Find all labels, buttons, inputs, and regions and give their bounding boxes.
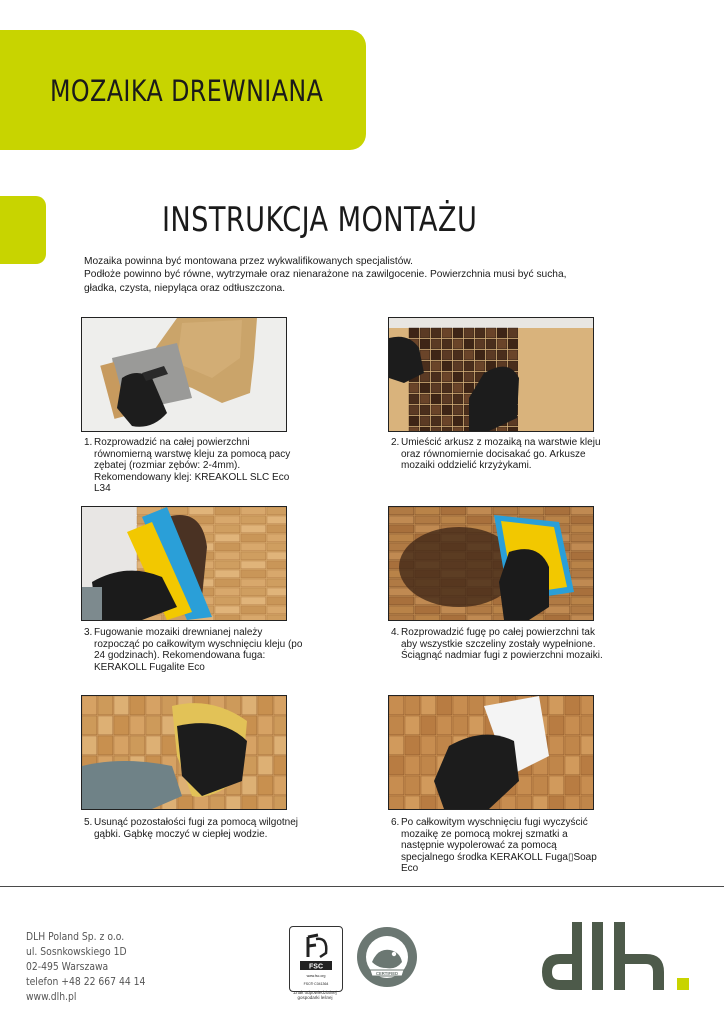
step-1-photo xyxy=(81,317,287,432)
fsc-caption-line: Znak odpowiedzialnej xyxy=(293,990,337,995)
dlh-logo xyxy=(540,918,696,998)
step-6-photo xyxy=(388,695,594,810)
company-name: DLH Poland Sp. z o.o. xyxy=(26,931,125,943)
step-2-text xyxy=(391,437,611,472)
svg-text:FSC® C041364: FSC® C041364 xyxy=(303,982,329,986)
intro-line: Mozaika powinna być montowana przez wykwalifikowanych specjalistów. xyxy=(84,256,413,267)
intro-line: Podłoże powinno być równe, wytrzymałe oraz nienarażone na zawilgocenie. Powierzchnia musi być sucha, xyxy=(84,269,567,281)
step-3-photo xyxy=(81,506,287,621)
step-5-photo xyxy=(81,695,287,810)
step-number: 2. xyxy=(391,437,400,448)
company-city: 02-495 Warszawa xyxy=(26,961,109,973)
side-accent-tab xyxy=(0,196,46,264)
step-number: 1. xyxy=(84,437,93,448)
page-title: INSTRUKCJA MONTAŻU xyxy=(162,200,478,240)
step-body: Fugowanie mozaiki drewnianej należy rozpocząć po całkowitym wyschnięciu kleju (po 24 godzinach). Rekomendowana fuga: KERAKOLL Fugalite Eco xyxy=(94,627,303,673)
step-5-text xyxy=(84,817,304,840)
company-street: ul. Sosnkowskiego 1D xyxy=(26,946,127,958)
step-body: Po całkowitym wyschnięciu fugi wyczyścić mozaikę ze pomocą mokrej szmatki a następnie wypolerować za pomocą specjalnego środka KERAKOLL Fuga▯Soap Eco xyxy=(401,817,597,875)
step-number: 3. xyxy=(84,627,93,638)
step-number: 4. xyxy=(391,627,400,638)
company-phone: telefon +48 22 667 44 14 xyxy=(26,976,146,988)
step-1-text xyxy=(84,437,304,495)
header-title: MOZAIKA DREWNIANA xyxy=(50,74,324,108)
step-3-text xyxy=(84,627,304,673)
company-web[interactable]: www.dlh.pl xyxy=(26,991,77,1003)
intro-text xyxy=(84,255,604,295)
intro-line: gładka, czysta, niepyląca oraz odtłuszczona. xyxy=(84,282,286,294)
step-6-text xyxy=(391,817,611,875)
rainforest-alliance-seal xyxy=(356,926,418,988)
fsc-caption xyxy=(283,990,347,1000)
step-4-photo xyxy=(388,506,594,621)
step-4-text xyxy=(391,627,611,662)
step-body: Usunąć pozostałości fugi za pomocą wilgotnej gąbki. Gąbkę moczyć w ciepłej wodzie. xyxy=(94,817,298,840)
svg-text:www.fsc.org: www.fsc.org xyxy=(306,974,326,978)
svg-text:FSC: FSC xyxy=(309,963,323,971)
step-number: 5. xyxy=(84,817,93,828)
fsc-caption-line: gospodarki leśnej xyxy=(297,995,333,1000)
fsc-logo xyxy=(289,926,343,992)
step-2-photo xyxy=(388,317,594,432)
step-body: Rozprowadzić fugę po całej powierzchni tak aby wszystkie szczeliny zostały wypełnione. Ściągnąć nadmiar fugi z powierzchni mozaiki. xyxy=(401,627,603,662)
footer-divider xyxy=(0,886,724,887)
company-address xyxy=(26,930,145,1005)
step-body: Umieścić arkusz z mozaiką na warstwie kleju oraz równomiernie docisakać go. Arkusze mozaiki oddzielić krzyżykami. xyxy=(401,437,601,472)
step-number: 6. xyxy=(391,817,400,828)
svg-text:CERTIFIED: CERTIFIED xyxy=(375,970,399,976)
step-body: Rozprowadzić na całej powierzchni równomierną warstwę kleju za pomocą pacy zębatej (rozmiar zębów: 2-4mm). Rekomendowany klej: KREAKOLL SLC Eco L34 xyxy=(94,437,291,495)
